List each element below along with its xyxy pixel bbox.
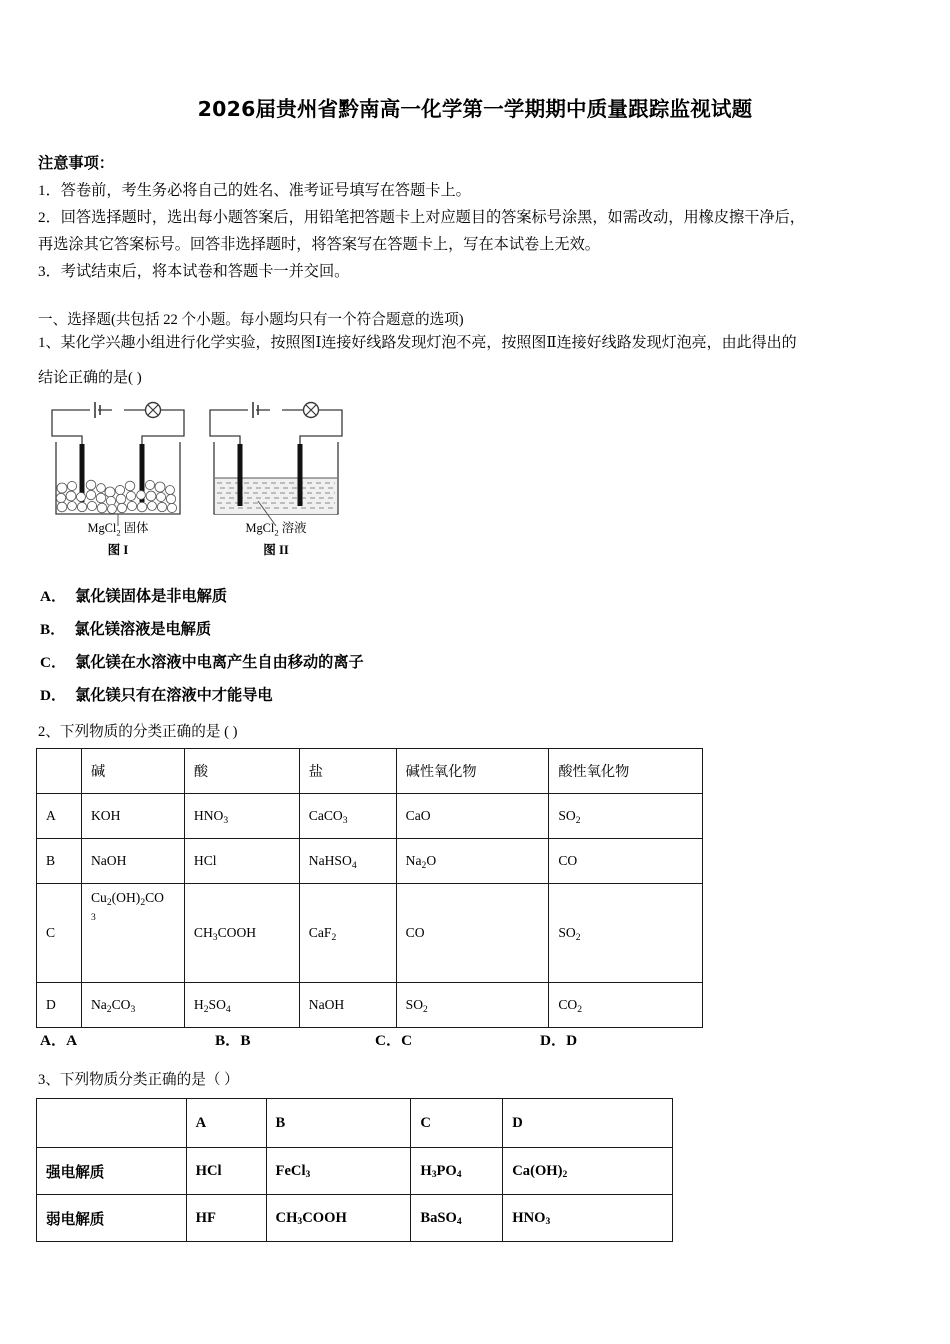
table-row-header bbox=[37, 749, 703, 794]
option-c-label: C． bbox=[40, 654, 67, 671]
question-1-figures bbox=[38, 396, 358, 566]
page-title: 2026届贵州省黔南高一化学第一学期期中质量跟踪监视试题 bbox=[197, 97, 753, 121]
question-1-option-d[interactable] bbox=[40, 684, 273, 705]
question-1-stem-line-1: 1、某化学兴趣小组进行化学实验，按照图Ⅰ连接好线路发现灯泡不亮，按照图Ⅱ连接好线路发现灯泡亮，由此得出的 bbox=[38, 335, 797, 351]
option-d-text: 氯化镁只有在溶液中才能导电 bbox=[75, 687, 273, 704]
q3-header-d: D bbox=[503, 1099, 673, 1148]
q2-row-c-cell-4: $SO_2$ bbox=[549, 884, 703, 983]
q2-row-a-cell-1: $HNO_3$ bbox=[184, 794, 299, 839]
q2-row-b-cell-3: $Na_2O$ bbox=[396, 839, 549, 884]
q2-header-salt: 盐 bbox=[299, 749, 396, 794]
question-1-option-a[interactable] bbox=[40, 585, 227, 606]
q2-row-a-id: A bbox=[37, 794, 82, 839]
q2-row-a-cell-0: KOH bbox=[81, 794, 184, 839]
q2-row-c-cell-2: CaF$_2$ bbox=[299, 884, 396, 983]
q2-header-acid: 酸 bbox=[184, 749, 299, 794]
q3-row-strong-cell-0: HCl bbox=[186, 1148, 266, 1195]
q2-row-d-cell-2: NaOH bbox=[299, 983, 396, 1028]
q3-row-weak-cell-0: HF bbox=[186, 1195, 266, 1242]
notice-line-2: 2．回答选择题时，选出每小题答案后，用铅笔把答题卡上对应题目的答案标号涂黑，如需改动，用橡皮擦干净后， bbox=[38, 209, 805, 226]
figure-1-formula: MgCl bbox=[87, 521, 117, 535]
notice-line-3: 再选涂其它答案标号。回答非选择题时，将答案写在答题卡上，写在本试卷上无效。 bbox=[38, 236, 600, 253]
notice-line-1: 1．答卷前，考生务必将自己的姓名、准考证号填写在答题卡上。 bbox=[38, 182, 471, 199]
q3-header-c: C bbox=[411, 1099, 503, 1148]
q2-row-d-cell-0: $Na_2CO_3$ bbox=[81, 983, 184, 1028]
q3-header-a: A bbox=[186, 1099, 266, 1148]
option-d-label: D． bbox=[40, 687, 67, 704]
figure-2-caption: 图 II bbox=[263, 543, 289, 557]
notice-line-4: 3．考试结束后，将本试卷和答题卡一并交回。 bbox=[38, 263, 350, 280]
q3-row-weak-cell-2: BaSO$_4$ bbox=[411, 1195, 503, 1242]
option-a-text: 氯化镁固体是非电解质 bbox=[75, 588, 228, 605]
q2-row-b-cell-0: NaOH bbox=[81, 839, 184, 884]
question-2-stem: 2、下列物质的分类正确的是 ( ) bbox=[38, 724, 238, 740]
q3-row-weak-id: 弱电解质 bbox=[37, 1195, 187, 1242]
option-c-text: 氯化镁在水溶液中电离产生自由移动的离子 bbox=[75, 654, 364, 671]
q3-row-strong-id: 强电解质 bbox=[37, 1148, 187, 1195]
figure-2-formula-sub: 2 bbox=[274, 527, 279, 538]
q2-header-acidic-oxide: 酸性氧化物 bbox=[549, 749, 703, 794]
q2-choice-d[interactable]: D．D bbox=[540, 1032, 578, 1049]
question-1-option-b[interactable] bbox=[40, 618, 211, 639]
q2-row-c-cell-1: $CH_3COOH$ bbox=[184, 884, 299, 983]
figure-2-label bbox=[196, 518, 356, 537]
table-row-header bbox=[37, 1099, 673, 1148]
q2-header-blank bbox=[37, 749, 82, 794]
q2-row-a-cell-4: $SO_2$ bbox=[549, 794, 703, 839]
q2-choice-b[interactable]: B．B bbox=[215, 1032, 251, 1049]
q3-row-weak-cell-1: $CH_3COOH$ bbox=[266, 1195, 411, 1242]
option-a-label: A． bbox=[40, 588, 67, 605]
q2-choice-c[interactable]: C．C bbox=[375, 1032, 413, 1049]
figure-2-formula-rest: 溶液 bbox=[278, 521, 307, 535]
q2-row-d-cell-3: $SO_2$ bbox=[396, 983, 549, 1028]
q3-row-weak-cell-3: $HNO_3$ bbox=[503, 1195, 673, 1242]
question-1-stem-line-2: 结论正确的是( ) bbox=[38, 370, 142, 386]
question-1-option-c[interactable] bbox=[40, 651, 364, 672]
figure-1-solid-mgcl2-circuit bbox=[38, 396, 198, 526]
section-heading: 一、选择题(共包括 22 个小题。每小题均只有一个符合题意的选项) bbox=[38, 312, 464, 328]
table-row bbox=[37, 983, 703, 1028]
table-row bbox=[37, 1195, 673, 1242]
figure-1-formula-sub: 2 bbox=[116, 527, 121, 538]
q2-row-a-cell-2: CaCO$_3$ bbox=[299, 794, 396, 839]
q2-row-b-id: B bbox=[37, 839, 82, 884]
question-3-stem: 3、下列物质分类正确的是（ ） bbox=[38, 1072, 239, 1088]
option-b-label: B． bbox=[40, 621, 66, 638]
notice-heading: 注意事项： bbox=[38, 155, 114, 172]
q3-row-strong-cell-3: $Ca(OH)_2$ bbox=[503, 1148, 673, 1195]
table-row bbox=[37, 794, 703, 839]
option-b-text: 氯化镁溶液是电解质 bbox=[74, 621, 212, 638]
q2-row-c-id: C bbox=[37, 884, 82, 983]
q2-row-d-cell-4: $CO_2$ bbox=[549, 983, 703, 1028]
table-row bbox=[37, 839, 703, 884]
figure-2-formula: MgCl bbox=[245, 521, 275, 535]
q2-row-b-cell-2: NaHSO$_4$ bbox=[299, 839, 396, 884]
table-row bbox=[37, 1148, 673, 1195]
q2-header-base: 碱 bbox=[81, 749, 184, 794]
q2-header-basic-oxide: 碱性氧化物 bbox=[396, 749, 549, 794]
q2-row-b-cell-1: HCl bbox=[184, 839, 299, 884]
q2-row-b-cell-4: CO bbox=[549, 839, 703, 884]
q2-row-c-cell-3: CO bbox=[396, 884, 549, 983]
figure-1-formula-rest: 固体 bbox=[120, 521, 149, 535]
q3-header-b: B bbox=[266, 1099, 411, 1148]
q2-row-a-cell-3: CaO bbox=[396, 794, 549, 839]
table-row bbox=[37, 884, 703, 983]
q2-row-d-id: D bbox=[37, 983, 82, 1028]
q2-row-c-cell-0: $Cu_2(OH)_2CO$ $_3$ bbox=[81, 884, 184, 983]
figure-2-mgcl2-solution-circuit bbox=[196, 396, 356, 526]
figure-1-caption: 图 I bbox=[107, 543, 129, 557]
question-2-table bbox=[36, 748, 703, 1028]
q2-choice-a[interactable]: A．A bbox=[40, 1032, 78, 1049]
q3-row-strong-cell-2: $H_3PO_4$ bbox=[411, 1148, 503, 1195]
q2-row-d-cell-1: $H_2SO_4$ bbox=[184, 983, 299, 1028]
figure-1-label bbox=[38, 518, 198, 537]
question-3-table bbox=[36, 1098, 673, 1242]
q3-header-blank bbox=[37, 1099, 187, 1148]
q3-row-strong-cell-1: FeCl$_3$ bbox=[266, 1148, 411, 1195]
